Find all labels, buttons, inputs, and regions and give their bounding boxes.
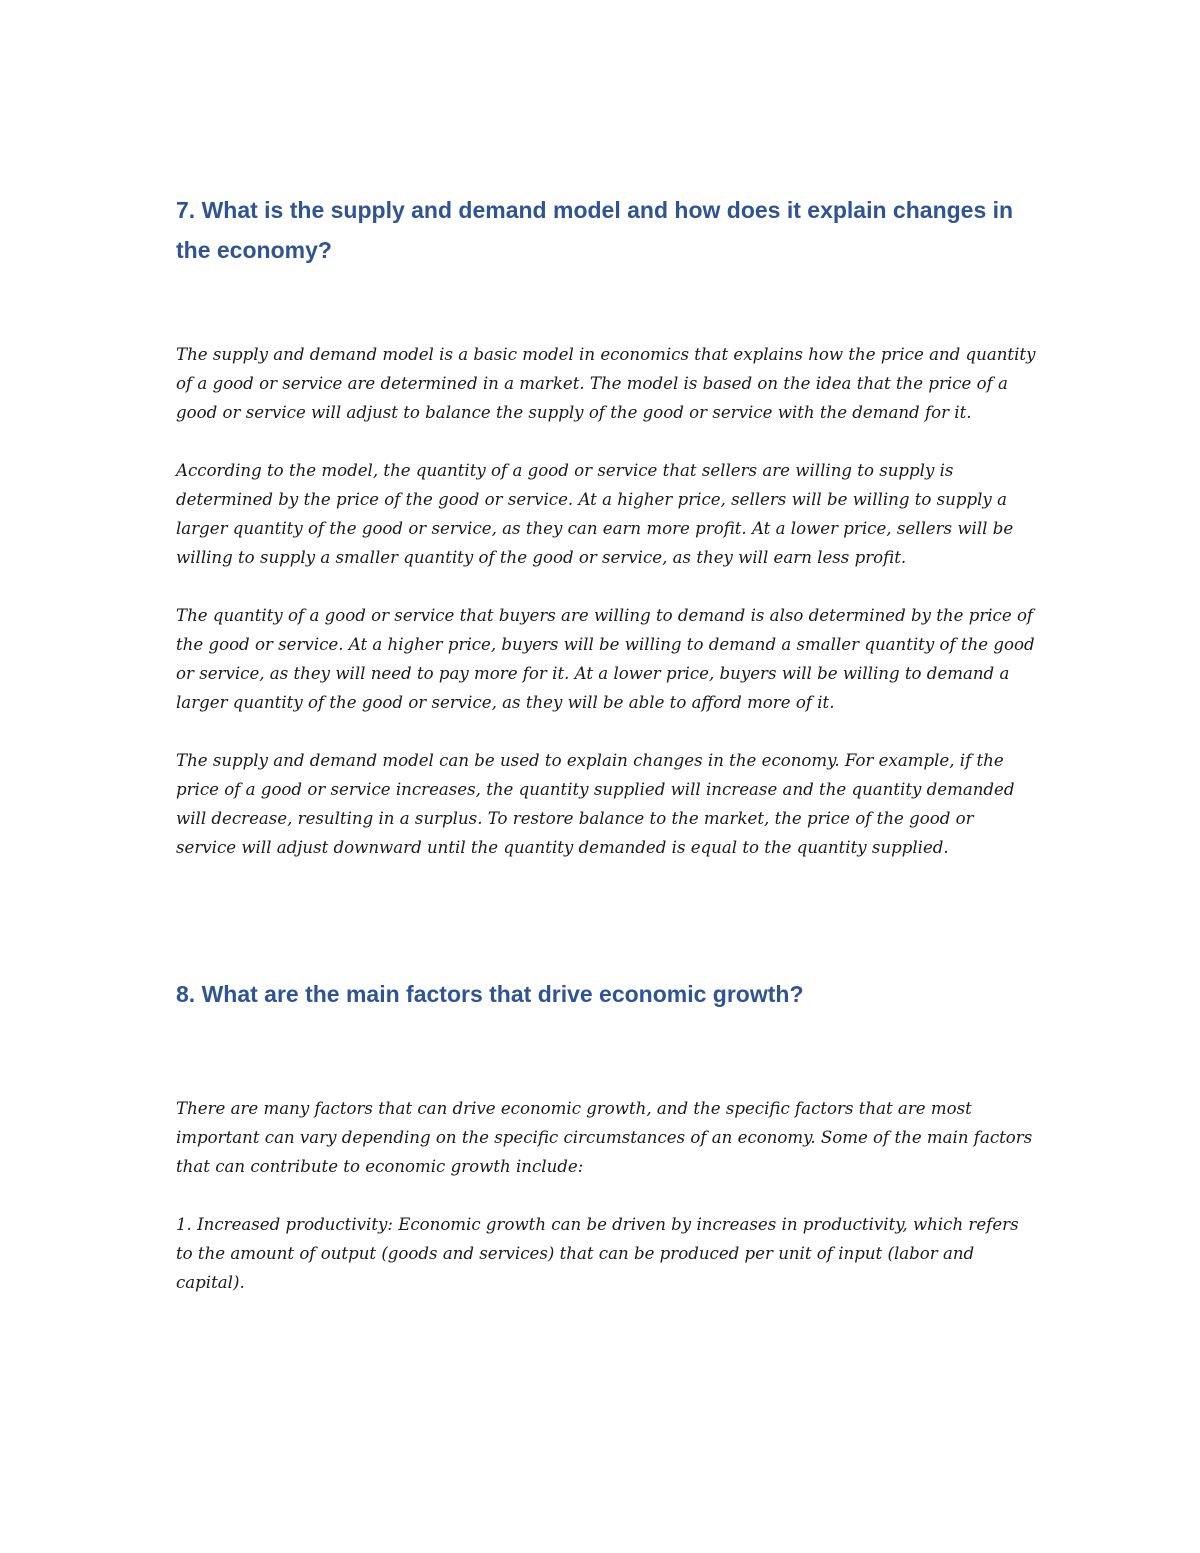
section-7-paragraph-1: The supply and demand model is a basic model in economics that explains how the price and quantity of a good or service are determined in a market. The model is based on the idea that the price of a good or service will adjust to balance the supply of the good or service with the demand for it.	[176, 345, 1036, 422]
section-7-heading: 7. What is the supply and demand model and how does it explain changes in the economy?	[176, 197, 1014, 263]
section-7-paragraph-2: According to the model, the quantity of a good or service that sellers are willing to supply is determined by the price of the good or service. At a higher price, sellers will be willing to supply a larger quantity of the good or service, as they can earn more profit. At a lower price, sellers will be willing to supply a smaller quantity of the good or service, as they will earn less profit.	[176, 461, 1014, 567]
section-8-heading: 8. What are the main factors that drive economic growth?	[176, 981, 804, 1007]
section-8-paragraph-2: 1. Increased productivity: Economic growth can be driven by increases in productivity, which refers to the amount of output (goods and services) that can be produced per unit of input (labor and capital).	[176, 1215, 1019, 1292]
section-7-paragraph-3: The quantity of a good or service that buyers are willing to demand is also determined by the price of the good or service. At a higher price, buyers will be willing to demand a smaller quantity of the good or service, as they will need to pay more for it. At a lower price, buyers will be willing to demand a larger quantity of the good or service, as they will be able to afford more of it.	[176, 606, 1035, 712]
section-8-paragraph-1: There are many factors that can drive economic growth, and the specific factors that are most important can vary depending on the specific circumstances of an economy. Some of the main factors that can contribute to economic growth include:	[176, 1099, 1033, 1176]
section-7-paragraph-4: The supply and demand model can be used to explain changes in the economy. For example, if the price of a good or service increases, the quantity supplied will increase and the quantity demanded will decrease, resulting in a surplus. To restore balance to the market, the price of the good or service will adjust downward until the quantity demanded is equal to the quantity supplied.	[176, 751, 1015, 857]
document-page	[176, 190, 1036, 1297]
